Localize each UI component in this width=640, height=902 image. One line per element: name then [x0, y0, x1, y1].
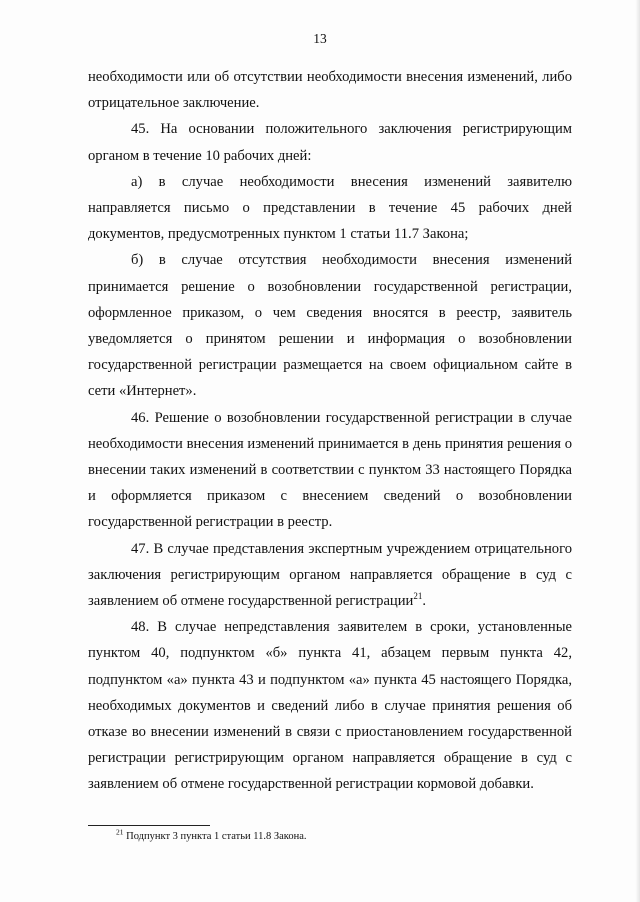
paragraph-48: 48. В случае непредставления заявителем в сроки, установленные пунктом 40, подпунктом «б» пункта 41, абзацем первым пункта 42, подпунктом «а» пункта 43 и подпунктом «а» пункта 45 настоящего Порядка, необходимых документов и сведений либо в случае принятия решения об отказе во внесении изменений в связи с приостановлением государственной регистрации регистрирующим органом направляется обращение в суд с заявлением об отмене государственной регистрации кормовой добавки.: [88, 619, 572, 793]
document-body: [88, 64, 572, 798]
footnote: [116, 827, 307, 844]
paragraph-45a: а) в случае необходимости внесения изменений заявителю направляется письмо о представлении в течение 45 рабочих дней документов, предусмотренных пунктом 1 статьи 11.7 Закона;: [88, 173, 572, 243]
paragraph-45: 45. На основании положительного заключения регистрирующим органом в течение 10 рабочих дней:: [88, 121, 572, 164]
paragraph-47: [88, 536, 572, 615]
paragraph-45b: б) в случае отсутствия необходимости внесения изменений принимается решение о возобновлении государственной регистрации, оформленное приказом, о чем сведения вносятся в реестр, заявитель уведомляется о принятом решении и информация о возобновлении государственной регистрации размещается на своем официальном сайте в сети «Интернет».: [88, 252, 572, 400]
paragraph-continuation: необходимости или об отсутствии необходимости внесения изменений, либо отрицательное заключение.: [88, 69, 572, 112]
page-number: 13: [313, 31, 327, 46]
footnote-divider: [88, 825, 210, 826]
scan-edge-shadow: [635, 0, 640, 902]
paragraph-46: 46. Решение о возобновлении государственной регистрации в случае необходимости внесения изменений принимается в день принятия решения о внесении таких изменений в соответствии с пунктом 33 настоящего Порядка и оформляется приказом с внесением сведений о возобновлении государственной регистрации в реестр.: [88, 409, 572, 531]
footnote-reference: 21: [413, 591, 423, 602]
footnote-text: Подпункт 3 пункта 1 статьи 11.8 Закона.: [123, 831, 307, 842]
footnote-mark: 21: [116, 827, 124, 837]
paragraph-47-text: 47. В случае представления экспертным учреждением отрицательного заключения регистрирующим органом направляется обращение в суд с заявлением об отмене государственной регистрации: [88, 540, 572, 610]
paragraph-47-tail: .: [422, 593, 427, 610]
